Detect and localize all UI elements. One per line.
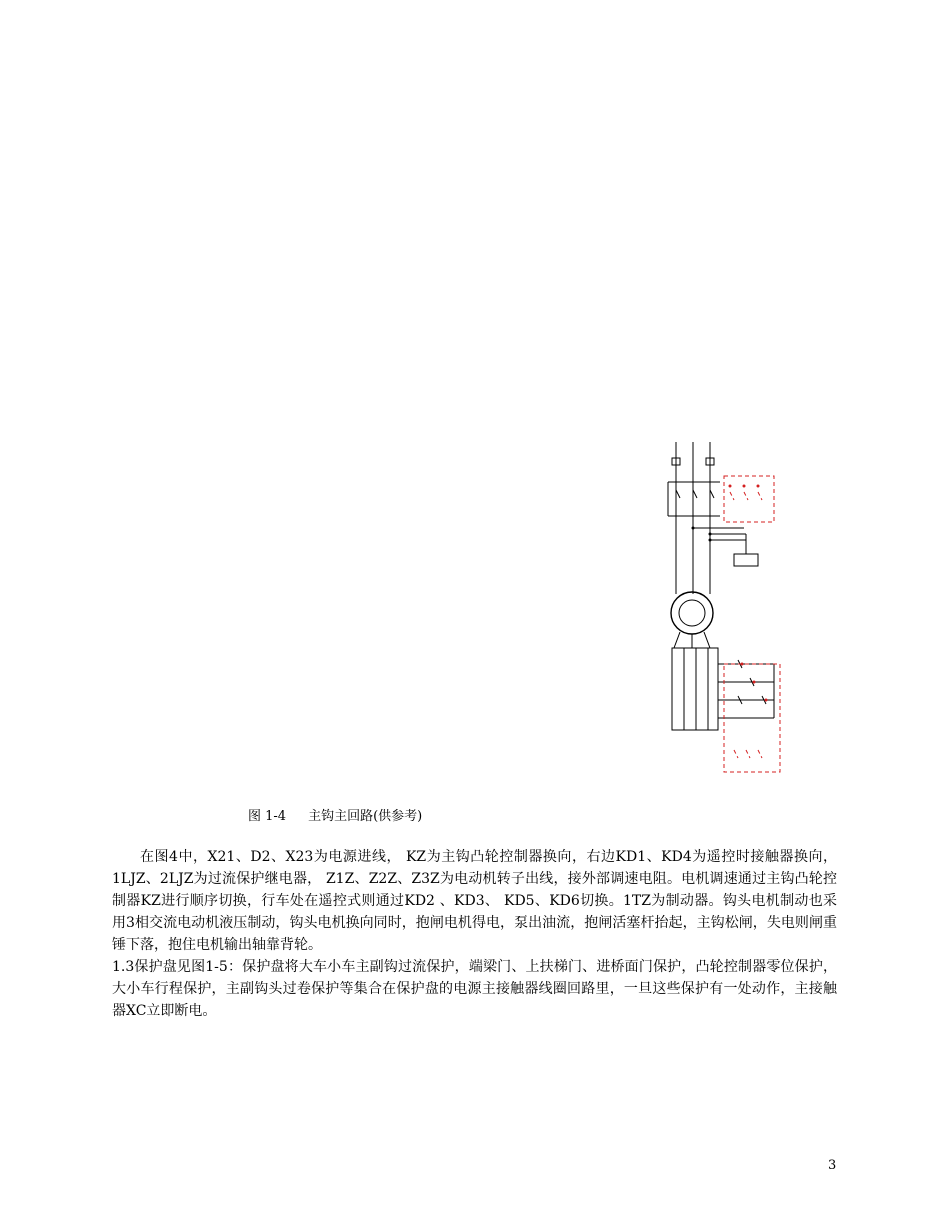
main-hook-circuit-diagram — [634, 432, 782, 778]
figure-caption-number: 图 1-4 — [248, 809, 287, 824]
page-number: 3 — [828, 1158, 837, 1173]
body-text — [112, 846, 837, 1022]
figure-caption — [248, 805, 422, 824]
paragraph-protection-panel: 1.3保护盘见图1-5：保护盘将大车小车主副钩过流保护，端梁门、上扶梯门、进桥面门保护，凸轮控制器零位保护，大小车行程保护，主副钩头过卷保护等集合在保护盘的电源主接触器线圈回路里，一旦这些保护有一处动作，主接触器XC立即断电。 — [112, 959, 837, 1019]
paragraph-figure-explanation: 在图4中，X21、D2、X23为电源进线， KZ为主钩凸轮控制器换向，右边KD1、KD4为遥控时接触器换向，1LJZ、2LJZ为过流保护继电器， Z1Z、Z2Z、Z3Z为电动机转子出线，接外部调速电阻。电机调速通过主钩凸轮控制器KZ进行顺序切换，行车处在遥控式则通过KD2 、KD3、 KD5、KD6切换。1TZ为制动器。钩头电机制动也采用3相交流电动机液压制动，钩头电机换向同时，抱闸电机得电，泵出油流，抱闸活塞杆抬起，主钩松闸，失电则闸重锤下落，抱住电机输出轴靠背轮。 — [112, 849, 837, 953]
figure-caption-text: 主钩主回路(供参考) — [308, 809, 423, 824]
